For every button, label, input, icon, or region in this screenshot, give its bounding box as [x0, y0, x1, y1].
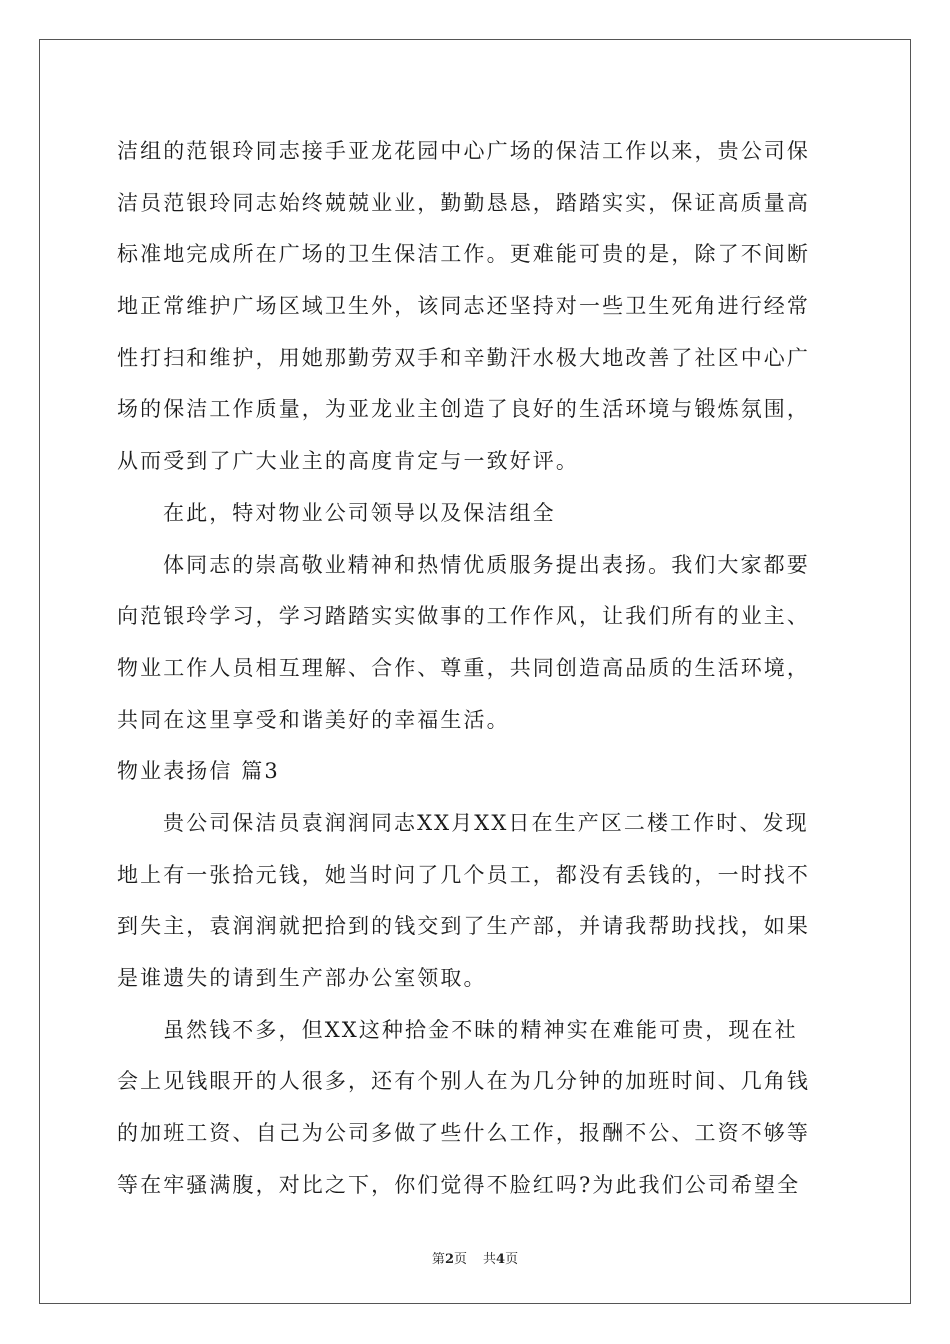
text-line: 到失主，袁润润就把拾到的钱交到了生产部，并请我帮助找找，如果: [117, 914, 810, 939]
text-line: 洁组的范银玲同志接手亚龙花园中心广场的保洁工作以来，贵公司保: [117, 139, 810, 163]
text-line: 地正常维护广场区域卫生外，该同志还坚持对一些卫生死角进行经常: [117, 294, 810, 319]
page-number-prefix: 第: [431, 1252, 445, 1267]
text-line: 地上有一张拾元钱，她当时问了几个员工，都没有丢钱的，一时找不: [117, 862, 810, 887]
text-line: 是谁遗失的请到生产部办公室领取。: [117, 966, 487, 990]
text-line: 等在牢骚满腹，对比之下，你们觉得不脸红吗?为此我们公司希望全: [117, 1172, 801, 1197]
text-line: 虽然钱不多，但XX这种拾金不昧的精神实在难能可贵，现在社: [163, 1017, 798, 1042]
text-line: 共同在这里享受和谐美好的幸福生活。: [117, 707, 510, 732]
document-body: [117, 126, 833, 1211]
text-line: 从而受到了广大业主的高度肯定与一致好评。: [117, 449, 579, 474]
text-line: 洁员范银玲同志始终兢兢业业，勤勤恳恳，踏踏实实，保证高质量高: [117, 190, 810, 215]
text-line: 物业工作人员相互理解、合作、尊重，共同创造高品质的生活环境，: [117, 655, 810, 680]
page-footer: [0, 1248, 950, 1267]
text-line: 向范银玲学习，学习踏踏实实做事的工作作风，让我们所有的业主、: [117, 604, 810, 629]
page-number-suffix: 页: [453, 1252, 467, 1267]
text-line: 体同志的崇高敬业精神和热情优质服务提出表扬。我们大家都要: [163, 552, 810, 577]
text-line: 的加班工资、自己为公司多做了些什么工作，报酬不公、工资不够等: [117, 1121, 810, 1146]
text-line: 场的保洁工作质量，为亚龙业主创造了良好的生活环境与锻炼氛围，: [117, 397, 810, 422]
current-page-number: 2: [444, 1252, 454, 1267]
text-line: 性打扫和维护，用她那勤劳双手和辛勤汗水极大地改善了社区中心广: [117, 345, 810, 370]
text-line: 会上见钱眼开的人很多，还有个别人在为几分钟的加班时间、几角钱: [117, 1069, 810, 1094]
text-line: 物业表扬信 篇3: [117, 759, 280, 784]
total-pages-suffix: 页: [505, 1252, 519, 1267]
total-page-count: 4: [496, 1252, 506, 1267]
text-line: 贵公司保洁员袁润润同志XX月XX日在生产区二楼工作时、发现: [163, 810, 809, 835]
text-line: 标准地完成所在广场的卫生保洁工作。更难能可贵的是，除了不间断: [117, 242, 810, 267]
text-line: 在此，特对物业公司领导以及保洁组全: [163, 500, 556, 525]
total-pages-prefix: 共: [483, 1252, 497, 1267]
